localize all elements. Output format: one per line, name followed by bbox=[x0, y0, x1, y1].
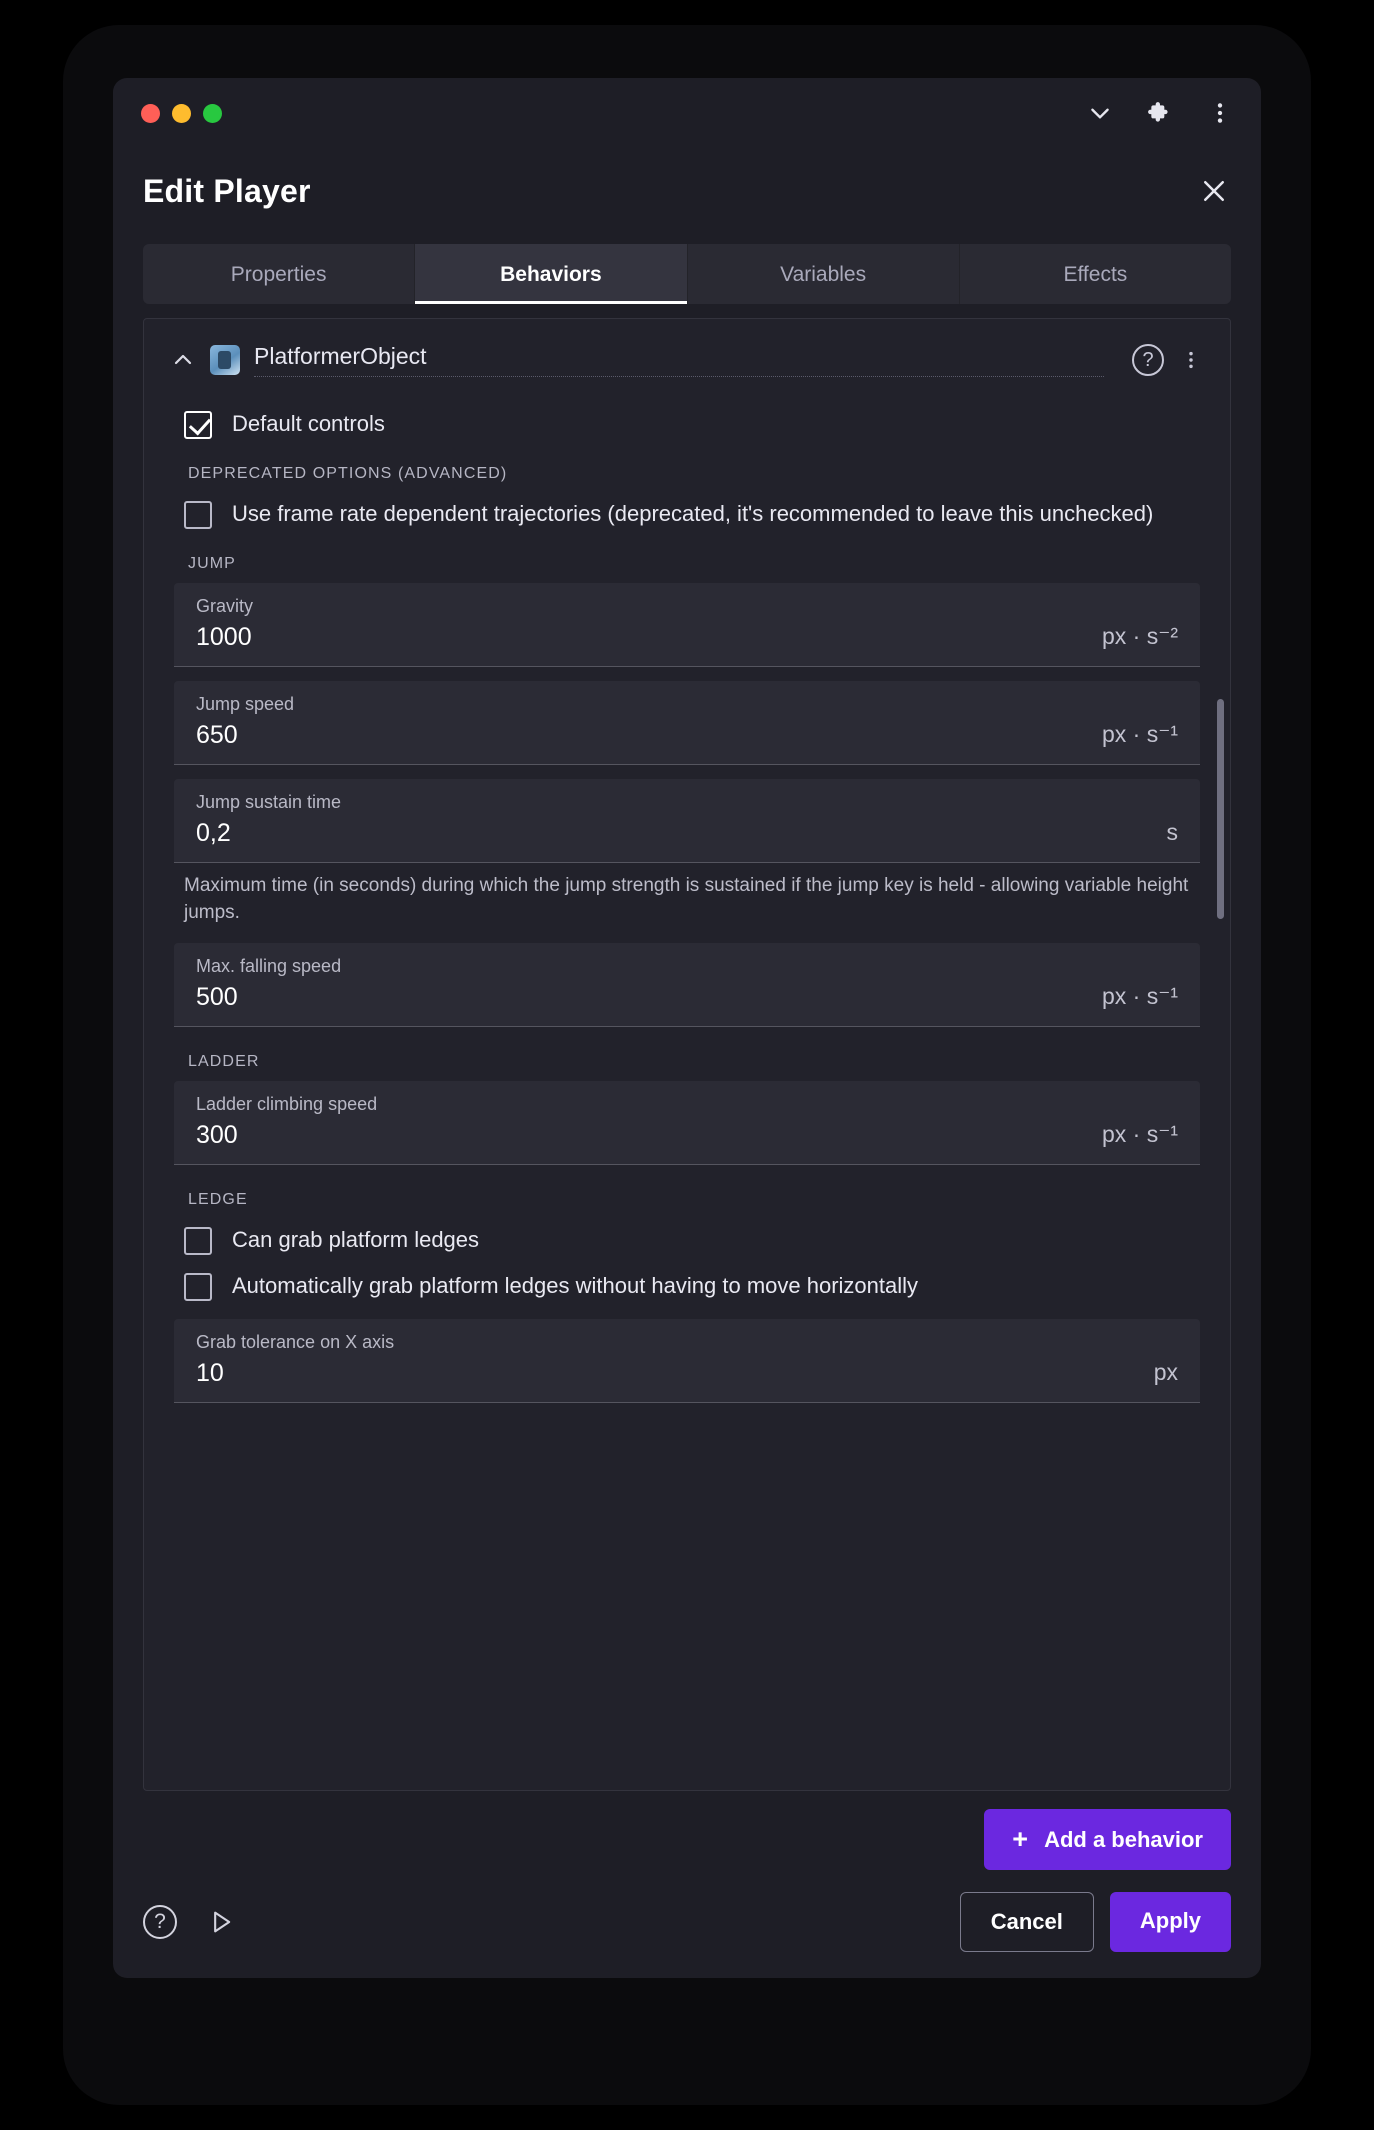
frame-rate-dependent-label: Use frame rate dependent trajectories (deprecated, it's recommended to leave this unchecked) bbox=[232, 501, 1154, 526]
section-label-jump: JUMP bbox=[188, 555, 236, 572]
can-grab-ledges-checkbox[interactable] bbox=[184, 1227, 212, 1255]
cancel-button[interactable]: Cancel bbox=[960, 1892, 1094, 1952]
minimize-window-button[interactable] bbox=[172, 104, 191, 123]
extension-icon[interactable] bbox=[1147, 100, 1173, 126]
section-label-ledge: LEDGE bbox=[188, 1190, 248, 1208]
field-unit: s bbox=[1166, 819, 1178, 845]
field-unit: px · s⁻¹ bbox=[1101, 721, 1178, 747]
field-label: Max. falling speed bbox=[196, 955, 342, 976]
field-unit: px · s⁻² bbox=[1101, 623, 1178, 649]
can-grab-ledges-label: Can grab platform ledges bbox=[232, 1226, 480, 1252]
platformer-object-icon bbox=[210, 345, 240, 375]
field-value[interactable]: 500 bbox=[196, 982, 238, 1011]
close-window-button[interactable] bbox=[141, 104, 160, 123]
add-behavior-row bbox=[113, 1791, 1261, 1870]
dialog-footer bbox=[113, 1870, 1261, 1978]
plus-icon: + bbox=[1012, 1824, 1029, 1854]
auto-grab-ledges-row[interactable] bbox=[184, 1271, 1204, 1301]
behavior-panel bbox=[143, 318, 1231, 1791]
field-grab-tolerance-x[interactable] bbox=[174, 1319, 1200, 1403]
field-label: Jump speed bbox=[196, 694, 295, 714]
chevron-down-icon[interactable] bbox=[1087, 100, 1113, 126]
add-behavior-label: Add a behavior bbox=[1044, 1826, 1203, 1852]
panel-scrollbar[interactable] bbox=[1217, 699, 1224, 919]
apply-button[interactable]: Apply bbox=[1110, 1892, 1231, 1952]
field-help-text: Maximum time (in seconds) during which the jump strength is sustained if the jump key is held - allowing variable height jumps. bbox=[184, 875, 1189, 923]
help-icon-footer[interactable]: ? bbox=[143, 1905, 177, 1939]
field-label: Ladder climbing speed bbox=[196, 1093, 378, 1114]
titlebar-actions bbox=[1087, 100, 1233, 126]
tab-bar bbox=[143, 244, 1231, 304]
frame-rate-dependent-row[interactable] bbox=[184, 499, 1204, 529]
field-unit: px bbox=[1153, 1358, 1178, 1385]
field-value[interactable]: 1000 bbox=[196, 623, 252, 651]
edit-player-dialog bbox=[113, 78, 1261, 1978]
auto-grab-ledges-label: Automatically grab platform ledges without having to move horizontally bbox=[232, 1272, 919, 1298]
kebab-menu-icon[interactable] bbox=[1207, 100, 1233, 126]
field-jump-speed[interactable] bbox=[174, 681, 1200, 765]
field-gravity[interactable] bbox=[174, 583, 1200, 667]
dialog-header bbox=[113, 148, 1261, 230]
page-title: Edit Player bbox=[143, 172, 311, 209]
frame-rate-dependent-checkbox[interactable] bbox=[184, 501, 212, 529]
tab-behaviors[interactable]: Behaviors bbox=[415, 244, 687, 304]
field-unit: px · s⁻¹ bbox=[1101, 982, 1178, 1009]
tab-properties[interactable]: Properties bbox=[143, 244, 415, 304]
field-jump-sustain-time[interactable] bbox=[174, 779, 1200, 863]
field-max-falling-speed[interactable] bbox=[174, 943, 1200, 1027]
add-behavior-button[interactable] bbox=[984, 1809, 1231, 1870]
can-grab-ledges-row[interactable] bbox=[184, 1225, 1204, 1255]
default-controls-row[interactable] bbox=[184, 409, 1204, 439]
field-value[interactable]: 650 bbox=[196, 721, 238, 749]
field-label: Jump sustain time bbox=[196, 792, 342, 812]
maximize-window-button[interactable] bbox=[203, 104, 222, 123]
field-label: Gravity bbox=[196, 596, 254, 616]
behavior-panel-content bbox=[144, 319, 1230, 1790]
behavior-header bbox=[170, 343, 1204, 387]
window-controls bbox=[141, 104, 222, 123]
field-label: Grab tolerance on X axis bbox=[196, 1331, 395, 1352]
default-controls-label: Default controls bbox=[232, 411, 385, 436]
field-unit: px · s⁻¹ bbox=[1101, 1120, 1178, 1147]
close-icon[interactable] bbox=[1197, 174, 1231, 208]
field-value[interactable]: 300 bbox=[196, 1120, 238, 1149]
field-value[interactable]: 0,2 bbox=[196, 819, 231, 847]
tab-effects[interactable]: Effects bbox=[1063, 263, 1128, 286]
footer-actions bbox=[960, 1892, 1231, 1952]
behavior-name-input[interactable]: PlatformerObject bbox=[254, 343, 1104, 377]
tab-variables[interactable]: Variables bbox=[688, 244, 960, 304]
behavior-menu-icon[interactable] bbox=[1178, 349, 1204, 371]
window-titlebar bbox=[113, 78, 1261, 148]
help-icon[interactable]: ? bbox=[1132, 344, 1164, 376]
deprecated-section-label: DEPRECATED OPTIONS (ADVANCED) bbox=[188, 465, 508, 482]
play-icon[interactable] bbox=[207, 1908, 235, 1936]
section-label-ladder: LADDER bbox=[188, 1052, 260, 1070]
field-value[interactable]: 10 bbox=[196, 1358, 224, 1387]
auto-grab-ledges-checkbox[interactable] bbox=[184, 1273, 212, 1301]
chevron-up-icon[interactable] bbox=[170, 348, 196, 372]
default-controls-checkbox[interactable] bbox=[184, 411, 212, 439]
field-ladder-climbing-speed[interactable] bbox=[174, 1081, 1200, 1165]
